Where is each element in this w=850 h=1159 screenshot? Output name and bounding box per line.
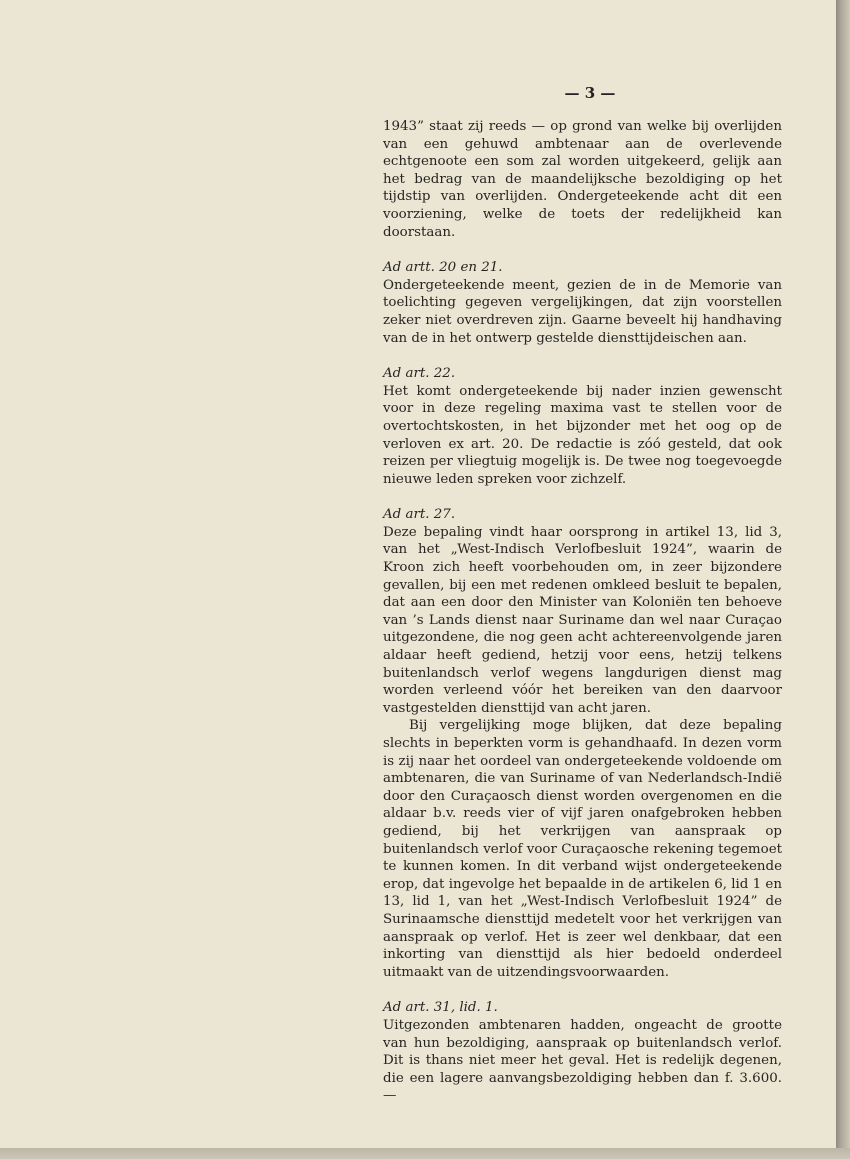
section-gap [383,241,782,259]
section-gap [383,981,782,999]
paragraph-art-27-b: Bij vergelijking moge blijken, dat deze bepaling slechts in beperkten vorm is gehandhaafd. In dezen vorm is zij naar het oordeel van ondergeteekende voldoende om ambtenaren, die van Suriname of van Nederlandsch-Indië door den Curaçaosch dienst worden overgenomen en die aldaar b.v. reeds vier of vijf jaren onafgebroken hebben gediend, bij het verkrijgen van aanspraak op buitenlandsch verlof voor Curaçaosche rekening tegemoet te kunnen komen. In dit verband wijst ondergeteekende erop, dat ingevolge het bepaalde in de artikelen 6, lid 1 en 13, lid 1, van het „West-Indisch Verlofbesluit 1924” de Surinaamsche diensttijd medetelt voor het verkrijgen van aanspraak op verlof. Het is zeer wel denkbaar, dat een inkorting van diensttijd als hier bedoeld onderdeel uitmaakt van de uitzendingsvoorwaarden. [383,718,782,980]
page-edge-right [836,0,850,1159]
section-heading-art-27: Ad art. 27. [383,507,456,523]
section-heading-art-31: Ad art. 31, lid. 1. [383,1000,498,1016]
page-edge-bottom [0,1148,850,1159]
text-column [383,118,782,1105]
paragraph-art-27-a: Deze bepaling vindt haar oorsprong in artikel 13, lid 3, van het „West-Indisch Verlofbesluit 1924”, waarin de Kroon zich heeft voorbehouden om, in zeer bijzondere gevallen, bij een met redenen omkleed besluit te bepalen, dat aan een door den Minister van Koloniën ten behoeve van ’s Lands dienst naar Suriname dan wel naar Curaçao uitgezondene, die nog geen acht achtereenvolgende jaren aldaar heeft gediend, hetzij voor eens, hetzij telkens buitenlandsch verlof wegens langdurigen dienst mag worden verleend vóór het bereiken van den daarvoor vastgestelden diensttijd van acht jaren. [383,524,782,716]
section-gap [383,488,782,506]
paragraph-art-22: Het komt ondergeteekende bij nader inzien gewenscht voor in deze regeling maxima vast te stellen voor de overtochtskosten, in het bijzonder met het oog op de verloven ex art. 20. De redactie is zóó gesteld, dat ook reizen per vliegtuig mogelijk is. De twee nog toegevoegde nieuwe leden spreken voor zichzelf. [383,383,782,487]
paragraph-art-20-21: Ondergeteekende meent, gezien de in de Memorie van toelichting gegeven vergelijkingen, dat zijn voorstellen zeker niet overdreven zijn. Gaarne beveelt hij handhaving van de in het ontwerp gestelde diensttijdeischen aan. [383,277,782,346]
section-heading-art-22: Ad art. 22. [383,366,456,382]
page-number: — 3 — [564,84,616,102]
section-gap [383,347,782,365]
section-heading-art-20-21: Ad artt. 20 en 21. [383,260,503,276]
paragraph-intro: 1943” staat zij reeds — op grond van welke bij overlijden van een gehuwd ambtenaar aan de overlevende echtgenoote een som zal worden uitgekeerd, gelijk aan het bedrag van de maandelijksche bezoldiging op het tijdstip van overlijden. Ondergeteekende acht dit een voorziening, welke de toets der redelijkheid kan doorstaan. [383,119,782,240]
paragraph-art-31: Uitgezonden ambtenaren hadden, ongeacht de grootte van hun bezoldiging, aanspraak op buitenlandsch verlof. Dit is thans niet meer het geval. Het is redelijk degenen, die een lagere aanvangsbezoldiging hebben dan f. 3.600.— [383,1017,782,1104]
